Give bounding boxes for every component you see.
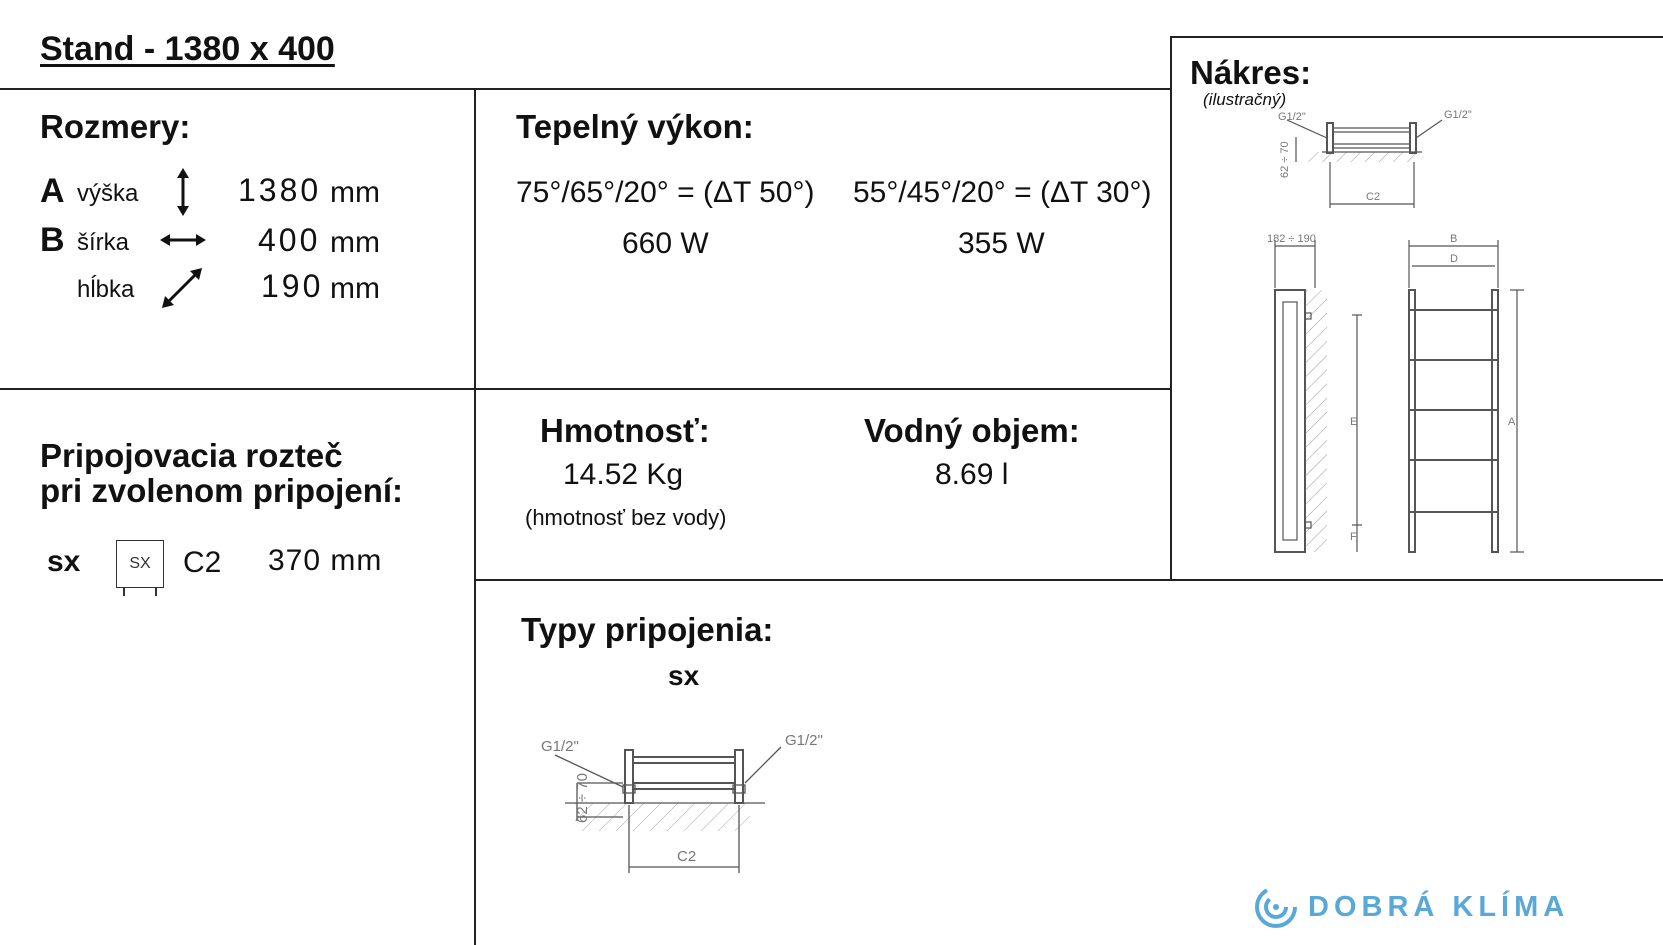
divider-vertical <box>474 88 476 945</box>
diagonal-arrow-icon <box>162 268 202 308</box>
thermal-value-1: 660 W <box>622 227 709 260</box>
weight-note: (hmotnosť bez vody) <box>525 505 727 530</box>
types-heading: Typy pripojenia: <box>521 611 774 648</box>
dimension-label: šírka <box>77 229 130 256</box>
connection-type-drawing <box>535 725 835 885</box>
dimension-label: výška <box>77 180 139 207</box>
weight-value: 14.52 Kg <box>563 458 684 491</box>
drawing-label-d: D <box>1450 253 1458 265</box>
vertical-arrow-icon <box>174 168 192 216</box>
connection-heading-line2: pri zvolenom pripojení: <box>40 472 404 509</box>
brand-name: DOBRÁ KLÍMA <box>1308 890 1570 923</box>
drawing-heading: Nákres: <box>1190 54 1312 91</box>
water-heading: Vodný objem: <box>864 412 1080 449</box>
divider-drawing-top <box>1170 36 1663 38</box>
weight-heading: Hmotnosť: <box>540 412 710 449</box>
types-label-g-right: G1/2" <box>785 732 823 749</box>
divider-top <box>0 88 1170 90</box>
dimensions-heading: Rozmery: <box>40 108 191 145</box>
connection-code: C2 <box>183 546 222 579</box>
dimension-label: hĺbka <box>77 276 135 303</box>
dimension-unit: mm <box>330 176 380 209</box>
types-label-g-left: G1/2" <box>541 738 579 755</box>
brand-logo <box>1254 885 1569 929</box>
page-title: Stand - 1380 x 400 <box>40 30 335 68</box>
drawing-label-a: A <box>1508 416 1516 428</box>
divider-lower <box>474 579 1663 581</box>
drawing-label-depth: 182 ÷ 190 <box>1267 233 1316 245</box>
thermal-condition-2: 55°/45°/20° = (ΔT 30°) <box>853 176 1152 209</box>
dimension-value: 1380 <box>238 172 322 208</box>
connection-type: sx <box>47 545 81 578</box>
dimension-letter: A <box>40 172 65 210</box>
dimension-value: 400 <box>258 222 321 258</box>
thermal-condition-1: 75°/65°/20° = (ΔT 50°) <box>516 176 815 209</box>
types-label-c2: C2 <box>677 848 697 865</box>
connection-heading-line1: Pripojovacia rozteč <box>40 437 343 474</box>
horizontal-arrow-icon <box>160 231 206 249</box>
dimension-unit: mm <box>330 226 380 259</box>
connection-value: 370 mm <box>268 544 383 577</box>
icon-leg-right <box>155 588 157 596</box>
dimension-letter: B <box>40 221 65 259</box>
icon-leg-left <box>123 588 125 596</box>
connection-icon-label: SX <box>129 555 151 572</box>
drawing-label-b: B <box>1450 233 1458 245</box>
dimension-value: 190 <box>261 268 324 304</box>
water-value: 8.69 l <box>935 458 1009 491</box>
drawing-label-gap: 62 ÷ 70 <box>1279 141 1291 178</box>
divider-middle <box>0 388 1170 390</box>
dimension-unit: mm <box>330 272 380 305</box>
types-label-gap: 62 ÷ 70 <box>574 773 591 823</box>
thermal-heading: Tepelný výkon: <box>516 108 754 145</box>
radiator-technical-drawing <box>1172 100 1592 570</box>
drawing-label-c2: C2 <box>1366 191 1381 203</box>
drawing-label-g-right: G1/2" <box>1444 109 1472 121</box>
drawing-label-f: F <box>1350 531 1357 543</box>
drawing-label-g-left: G1/2" <box>1278 111 1306 123</box>
brand-logo-icon <box>1254 885 1298 929</box>
drawing-subheading: (ilustračný) <box>1203 90 1287 109</box>
drawing-label-e: E <box>1350 416 1358 428</box>
types-type: sx <box>668 660 700 691</box>
thermal-value-2: 355 W <box>958 227 1045 260</box>
connection-type-icon <box>116 540 164 588</box>
